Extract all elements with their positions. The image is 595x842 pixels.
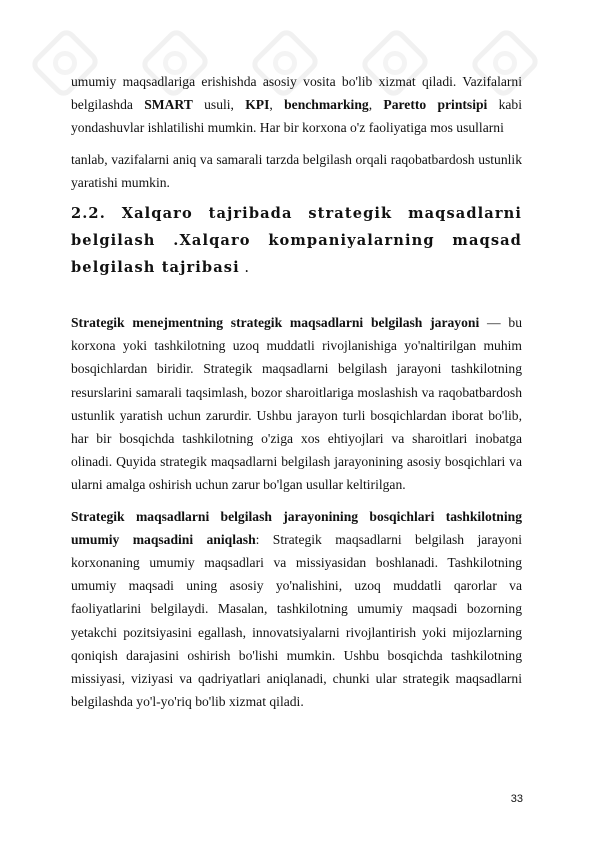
paragraph-text: , — [368, 97, 384, 113]
paragraph-text: — bu korxona yoki tashkilotning uzoq muddatli rivojlanishiga yo'naltirilgan muhim bosqichlardan biridir. Strategik maqsadlarni belgilash jarayoni tashkilotning resurslarini samarali taqsimlash, bozor sharoitlariga moslashish va raqobatbardosh ustunlik yaratish uchun zarurdir. Ushbu jarayon turli bosqichlardan iborat bo'lib, har bir bosqichda tashkilotning o'ziga xos ehtiyojlari va sharoitlari inobatga olinadi. Quyida strategik maqsadlarni belgilash jarayonining asosiy bosqichlari va ularni amalga oshirish uchun zarur bo'lgan usullar keltirilgan. — [71, 315, 522, 493]
paragraph-lead-bold: Strategik maqsadlarni belgilash jarayonining bosqichlari tashkilotning umumiy maqsadini aniqlash — [71, 508, 522, 547]
body-text — [71, 70, 522, 713]
keyword-paretto: Paretto printsipi — [383, 97, 488, 113]
section-heading-text: 2.2. Xalqaro tajribada strategik maqsadlarni belgilash .Xalqaro kompaniyalarning maqsad belgilash tajribasi — [71, 205, 522, 277]
paragraph-text: umumiy maqsadlariga erishishda asosiy vosita bo'lib xizmat qiladi. Vazifalarni belgilashda — [71, 74, 522, 113]
paragraph-methods — [71, 70, 522, 140]
paragraph-continuation: tanlab, vazifalarni aniq va samarali tarzda belgilash orqali raqobatbardosh ustunlik yaratishi mumkin. — [71, 151, 522, 190]
keyword-kpi: KPI — [245, 97, 270, 113]
paragraph-text: kabi yondashuvlar ishlatilishi mumkin. Har bir korxona o'z faoliyatiga mos usullarni — [71, 97, 522, 136]
keyword-benchmarking: benchmarking — [284, 97, 369, 113]
section-heading — [71, 200, 522, 281]
paragraph-process-stages — [71, 505, 522, 714]
paragraph-text: usuli, — [192, 97, 246, 113]
heading-dot: . — [239, 259, 249, 277]
keyword-smart: SMART — [144, 97, 193, 113]
paragraph-text: : Strategik maqsadlarni belgilash jarayoni korxonaning umumiy maqsadlari va missiyasidan boshlanadi. Tashkilotning umumiy maqsadi uning asosiy yo'nalishini, uzoq muddatli qarorlar va faoliyatlarini belgilaydi. Masalan, tashkilotning umumiy maqsadi bozorning yetakchi pozitsiyasini egallash, innovatsiyalarni rivojlantirish yoki mijozlarning qoniqish darajasini oshirish bo'lishi mumkin. Ushbu bosqichda tashkilotning missiyasi, viziyasi va qadriyatlari aniqlanadi, chunki ular strategik maqsadlarni belgilashda yo'l-yo'riq bo'lib xizmat qiladi. — [71, 531, 522, 710]
paragraph-text: , — [269, 97, 285, 113]
paragraph-lead-bold: Strategik menejmentning strategik maqsadlarni belgilash jarayoni — [71, 315, 480, 331]
page-number: 33 — [510, 793, 523, 805]
paragraph-strategic-process — [71, 311, 522, 497]
